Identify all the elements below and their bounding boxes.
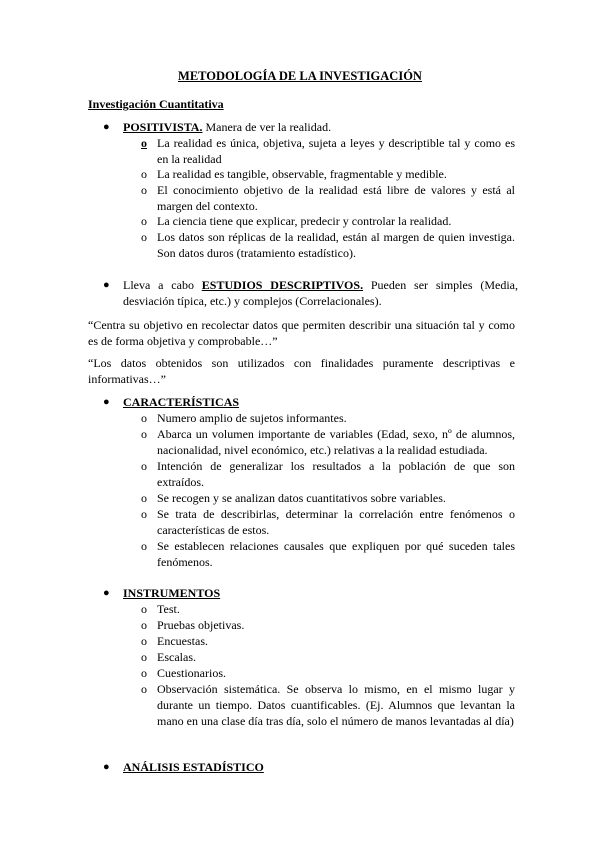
list-item-text: Numero amplio de sujetos informantes.: [157, 411, 347, 425]
list-item-text: Escalas.: [157, 650, 196, 664]
estudios-text: Pueden ser simples (Media, desviación típica, etc.) y complejos (Correlacionales).: [123, 278, 518, 308]
sub-marker: o: [141, 682, 147, 696]
sub-marker: o: [141, 634, 147, 648]
positivista-text: Manera de ver la realidad.: [202, 120, 332, 134]
bullet-marker: ●: [103, 396, 110, 408]
list-item-text: Abarca un volumen importante de variables (Edad, sexo, nº de alumnos, nacionalidad, nivel económico, etc.) relativas a la realidad estudiada.: [157, 427, 515, 457]
list-item-text: Intención de generalizar los resultados a la población de que son extraídos.: [157, 459, 515, 489]
estudios-heading: ESTUDIOS DESCRIPTIVOS.: [201, 278, 364, 292]
list-item-text: Se recogen y se analizan datos cuantitativos sobre variables.: [157, 491, 446, 505]
sub-marker: o: [141, 411, 147, 425]
list-item-text: Se establecen relaciones causales que expliquen por qué suceden tales fenómenos.: [157, 539, 515, 569]
list-item-text: Se trata de describirlas, determinar la correlación entre fenómenos o características de estos.: [157, 507, 515, 537]
sub-marker: o: [141, 214, 147, 228]
bullet-marker: ●: [103, 121, 110, 133]
bullet-marker: ●: [103, 587, 110, 599]
sub-marker: o: [141, 136, 147, 150]
page-title: METODOLOGÍA DE LA INVESTIGACIÓN: [178, 69, 422, 83]
sub-marker: o: [141, 167, 147, 181]
sub-marker: o: [141, 507, 147, 521]
list-item-text: Cuestionarios.: [157, 666, 226, 680]
instrumentos-heading: INSTRUMENTOS: [123, 586, 221, 600]
sub-marker: o: [141, 539, 147, 553]
list-item-text: La realidad es única, objetiva, sujeta a leyes y descriptible tal y como es en la realidad: [157, 136, 515, 166]
sub-marker: o: [141, 666, 147, 680]
section-subtitle: Investigación Cuantitativa: [88, 97, 224, 111]
analisis-heading: ANÁLISIS ESTADÍSTICO: [123, 760, 264, 774]
list-item-text: La realidad es tangible, observable, fragmentable y medible.: [157, 167, 447, 181]
sub-marker: o: [141, 459, 147, 473]
list-item-text: Test.: [157, 602, 180, 616]
sub-marker: o: [141, 183, 147, 197]
bullet-marker: ●: [103, 761, 110, 773]
positivista-heading: POSITIVISTA.: [123, 120, 203, 134]
list-item-text: Encuestas.: [157, 634, 208, 648]
estudios-lead: Lleva a cabo: [123, 278, 202, 292]
quote-paragraph: “Los datos obtenidos son utilizados con finalidades puramente descriptivas e informativas…”: [88, 356, 515, 386]
sub-marker: o: [141, 602, 147, 616]
quote-paragraph: “Centra su objetivo en recolectar datos que permiten describir una situación tal y como es de forma objetiva y comprobable…”: [88, 318, 515, 348]
sub-marker: o: [141, 618, 147, 632]
list-item-text: La ciencia tiene que explicar, predecir y controlar la realidad.: [157, 214, 452, 228]
sub-marker: o: [141, 230, 147, 244]
list-item-text: Los datos son réplicas de la realidad, están al margen de quien investiga. Son datos duros (tratamiento estadístico).: [157, 230, 515, 260]
sub-marker: o: [141, 491, 147, 505]
list-item-text: Pruebas objetivas.: [157, 618, 245, 632]
caracteristicas-heading: CARACTERÍSTICAS: [123, 395, 240, 409]
list-item-text: El conocimiento objetivo de la realidad está libre de valores y está al margen del contexto.: [157, 183, 515, 213]
sub-marker: o: [141, 650, 147, 664]
sub-marker: o: [141, 427, 147, 441]
bullet-marker: ●: [103, 279, 110, 291]
list-item-text: Observación sistemática. Se observa lo mismo, en el mismo lugar y durante un tiempo. Datos cuantificables. (Ej. Alumnos que levantan la mano en una clase día tras día, solo el número de manos levantadas al día): [157, 682, 515, 728]
